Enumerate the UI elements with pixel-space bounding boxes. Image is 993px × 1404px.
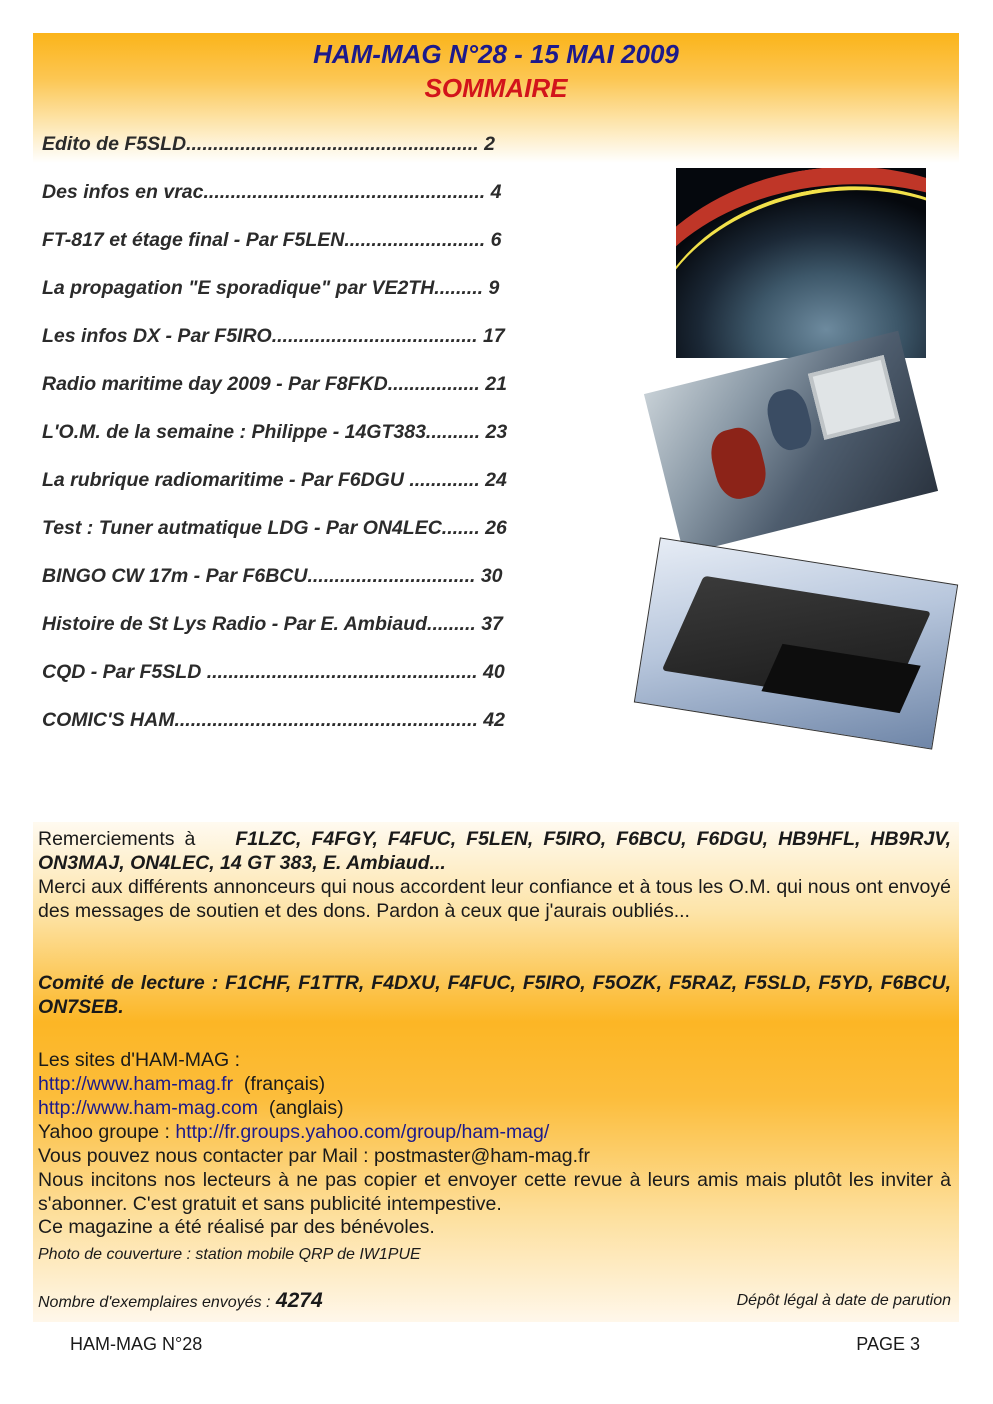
toc-item[interactable]: Radio maritime day 2009 - Par F8FKD................. 21 — [42, 373, 507, 395]
yahoo-label: Yahoo groupe : — [38, 1121, 170, 1143]
toc-item[interactable]: Histoire de St Lys Radio - Par E. Ambiaud......... 37 — [42, 613, 503, 635]
radio-operators-photo — [644, 331, 938, 554]
site-fr-link[interactable]: http://www.ham-mag.fr — [38, 1073, 234, 1095]
copies-count: 4274 — [275, 1289, 323, 1312]
footer-magazine: HAM-MAG N°28 — [70, 1334, 203, 1354]
operator-shape — [706, 423, 771, 503]
copies-label: Nombre d'exemplaires envoyés : — [38, 1294, 271, 1311]
toc-item[interactable]: Les infos DX - Par F5IRO...................................... 17 — [42, 325, 505, 347]
legal-deposit: Dépôt légal à date de parution — [736, 1292, 951, 1309]
toc-item[interactable]: La rubrique radiomaritime - Par F6DGU ............. 24 — [42, 469, 507, 491]
monitor-shape — [808, 355, 900, 440]
earth-propagation-photo — [676, 168, 926, 358]
page-title: HAM-MAG N°28 - 15 MAI 2009 — [313, 39, 679, 69]
contact-line: Vous pouvez nous contacter par Mail : postmaster@ham-mag.fr — [38, 1145, 590, 1167]
footer-page-number: PAGE 3 — [856, 1334, 920, 1354]
yahoo-line — [38, 1121, 951, 1145]
site-en-line — [38, 1097, 951, 1121]
thanks-paragraph — [38, 828, 951, 875]
site-en-label: (anglais) — [268, 1097, 344, 1119]
copies-line — [38, 1289, 951, 1315]
reading-committee: Comité de lecture : F1CHF, F1TTR, F4DXU, F4FUC, F5IRO, F5OZK, F5RAZ, F5SLD, F5YD, F6BCU, ON7SEB. — [38, 972, 951, 1018]
toc-item[interactable]: FT-817 et étage final - Par F5LEN.......................... 6 — [42, 229, 502, 251]
toc-item[interactable]: Test : Tuner autmatique LDG - Par ON4LEC....... 26 — [42, 517, 507, 539]
yahoo-link[interactable]: http://fr.groups.yahoo.com/group/ham-mag/ — [175, 1121, 550, 1143]
toc-item[interactable]: Des infos en vrac.................................................... 4 — [42, 181, 502, 203]
sites-intro: Les sites d'HAM-MAG : — [38, 1049, 241, 1071]
thanks-label: Remerciements à — [38, 828, 196, 850]
operator-shape — [763, 386, 816, 454]
signal-arc — [676, 168, 926, 358]
volunteers-line: Ce magazine a été réalisé par des bénévoles. — [38, 1216, 435, 1238]
site-fr-label: (français) — [243, 1073, 326, 1095]
site-en-link[interactable]: http://www.ham-mag.com — [38, 1097, 258, 1119]
toc-item[interactable]: Edito de F5SLD...................................................... 2 — [42, 133, 495, 155]
toc-item[interactable]: BINGO CW 17m - Par F6BCU............................... 30 — [42, 565, 503, 587]
page-subtitle: SOMMAIRE — [424, 73, 568, 103]
toc-item[interactable]: L'O.M. de la semaine : Philippe - 14GT383.......... 23 — [42, 421, 508, 443]
thanks-names: F1LZC, F4FGY, F4FUC, F5LEN, F5IRO, F6BCU, F6DGU, HB9HFL, HB9RJV, ON3MAJ, ON4LEC, 14 GT 383, E. Ambiaud... — [38, 828, 951, 874]
antenna-tuner-photo — [634, 537, 958, 749]
cover-photo-credit: Photo de couverture : station mobile QRP de IW1PUE — [38, 1246, 421, 1263]
toc-item[interactable]: CQD - Par F5SLD .................................................. 40 — [42, 661, 505, 683]
site-fr-line — [38, 1073, 951, 1097]
toc-item[interactable]: La propagation "E sporadique" par VE2TH......... 9 — [42, 277, 500, 299]
thanks-message: Merci aux différents annonceurs qui nous accordent leur confiance et à tous les O.M. qui nous ont envoyé des messages de soutien et des dons. Pardon à ceux que j'aurais oubliés... — [38, 876, 951, 922]
toc-item[interactable]: COMIC'S HAM........................................................ 42 — [42, 709, 505, 731]
table-of-contents — [42, 128, 602, 752]
incite-paragraph: Nous incitons nos lecteurs à ne pas copier et envoyer cette revue à leurs amis mais plutôt les inviter à s'abonner. C'est gratuit et sans publicité intempestive. — [38, 1169, 951, 1215]
